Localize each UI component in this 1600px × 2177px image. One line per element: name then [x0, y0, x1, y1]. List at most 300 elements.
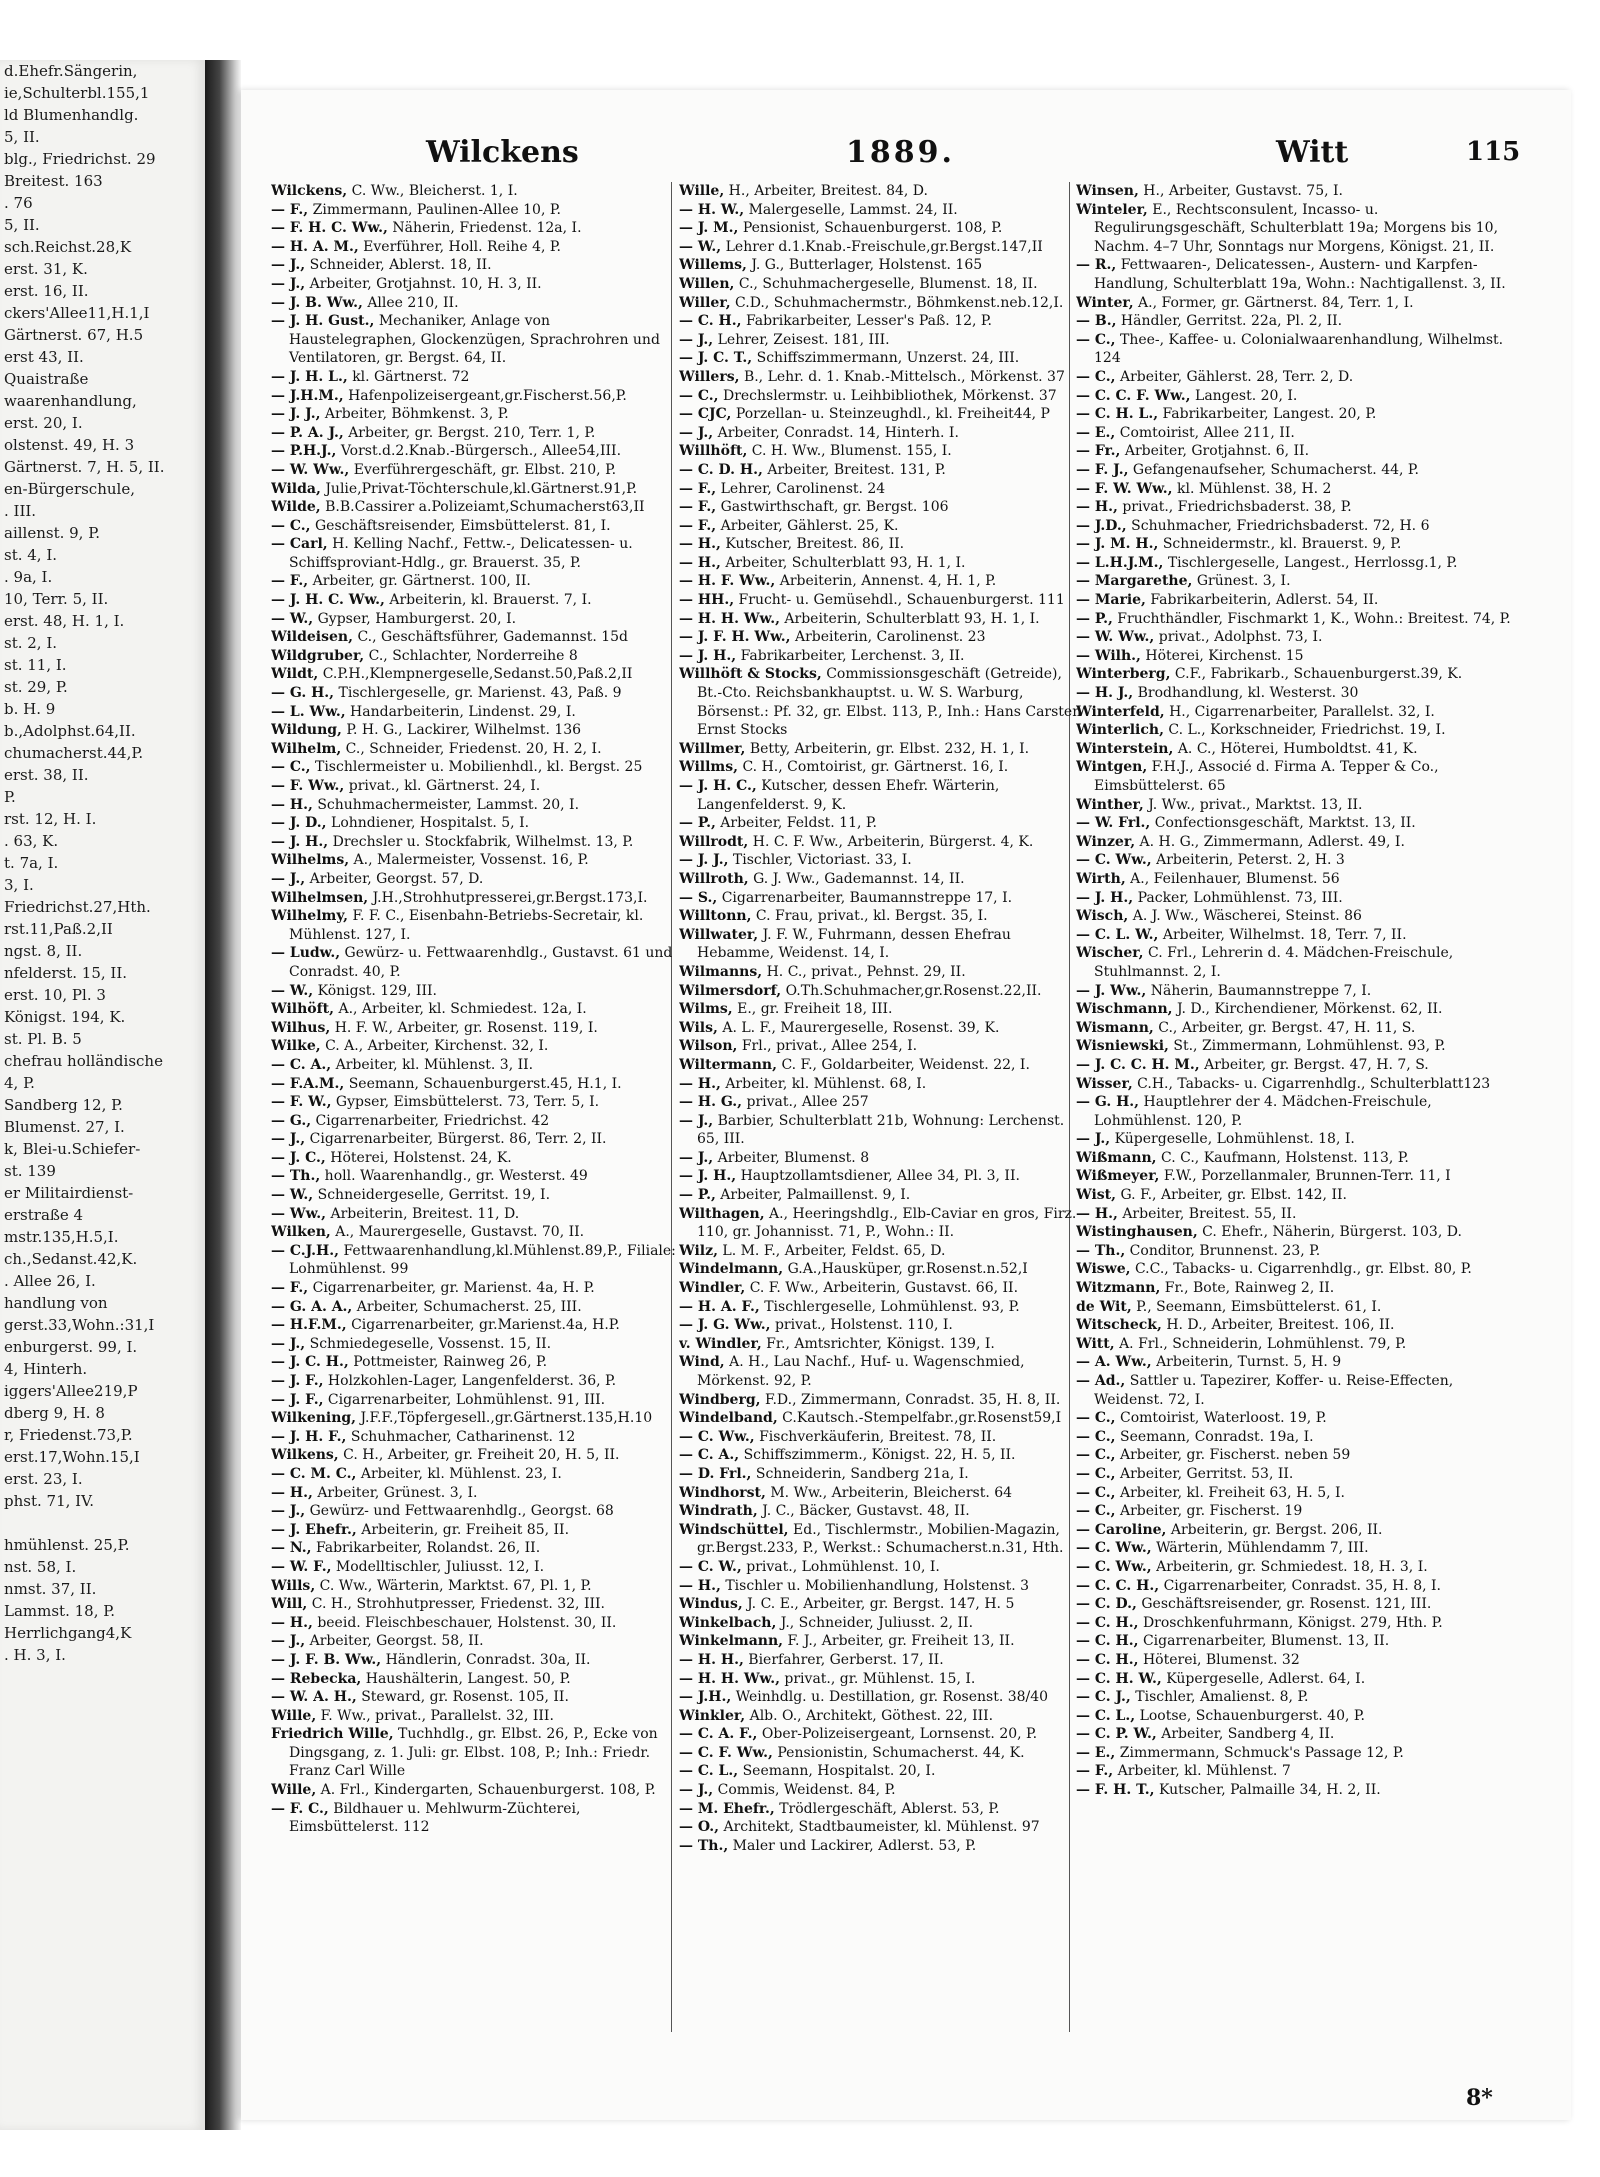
running-header — [266, 135, 1556, 175]
entry-name: — H., — [679, 554, 721, 571]
entry-details: Barbier, Schulterblatt 21b, Wohnung: Lerchenst. 65, III. — [697, 1112, 1065, 1148]
entry-name: — J. H., — [679, 1168, 737, 1185]
directory-entry — [271, 1279, 676, 1298]
entry-name: — H. W., — [679, 201, 745, 218]
entry-details: Hauptlehrer der 4. Mädchen-Freischule, Lohmühlenst. 120, P. — [1094, 1094, 1432, 1129]
entry-details: Fabrikarbeiter, Lerchenst. 3, II. — [740, 647, 965, 664]
directory-entry — [679, 777, 1084, 814]
entry-details: Conditor, Brunnenst. 23, P. — [1129, 1242, 1321, 1259]
entry-details: Fettwaarenhandlung,kl.Mühlenst.89,P., Filiale: Lohmühlenst. 99 — [289, 1242, 676, 1278]
entry-name: — J. H., — [679, 647, 737, 664]
entry-details: H. F. W., Arbeiter, gr. Rosenst. 119, I. — [334, 1019, 598, 1036]
directory-entry — [271, 889, 676, 908]
directory-entry — [1076, 610, 1521, 629]
entry-name: — H., — [271, 1614, 313, 1631]
previous-page-line: Lammst. 18, P. — [4, 1602, 116, 1620]
directory-entry — [271, 1502, 676, 1521]
page-number: 115 — [1466, 137, 1521, 167]
entry-details: Cigarrenarbeiter, gr. Marienst. 4a, H. P. — [312, 1280, 595, 1297]
previous-page-line: erst. 31, K. — [4, 260, 88, 278]
previous-page-line: r, Friedenst.73,P. — [4, 1426, 133, 1444]
previous-page-line: Breitest. 163 — [4, 172, 103, 190]
entry-details: Tischlergeselle, Langest., Herrlossg.1, P. — [1167, 554, 1458, 571]
directory-entry — [271, 684, 676, 703]
entry-name: Willems, — [679, 257, 747, 274]
entry-name: — C. M. C., — [271, 1465, 357, 1482]
entry-details: Arbeiterin, gr. Schmiedest. 18, H. 3, I. — [1156, 1558, 1428, 1575]
entry-details: Droschkenfuhrmann, Königst. 279, Hth. P. — [1142, 1614, 1443, 1631]
previous-page-line: ckers'Allee11,H.1,I — [4, 304, 150, 322]
entry-details: privat., gr. Mühlenst. 15, I. — [784, 1670, 976, 1687]
entry-name: — W. Ww., — [271, 461, 350, 478]
directory-entry — [679, 1260, 1084, 1279]
directory-entry — [679, 851, 1084, 870]
directory-entry — [271, 1558, 676, 1577]
previous-page-line — [0, 1512, 205, 1534]
entry-name: — HH., — [679, 592, 735, 609]
entry-details: Fr., Amtsrichter, Königst. 139, I. — [766, 1335, 995, 1352]
entry-name: — C., — [1076, 1447, 1116, 1464]
directory-entry — [1076, 1279, 1521, 1298]
directory-entry — [271, 1093, 676, 1112]
directory-entry — [1076, 1242, 1521, 1261]
directory-entry — [679, 1688, 1084, 1707]
entry-name: — H. A. F., — [679, 1298, 760, 1315]
previous-page-line: Sandberg 12, P. — [4, 1096, 123, 1114]
directory-entry — [271, 219, 676, 238]
entry-name: Wischmann, — [1076, 1001, 1173, 1018]
directory-entry — [679, 517, 1084, 536]
directory-entry — [271, 572, 676, 591]
directory-entry — [679, 889, 1084, 908]
directory-entry — [271, 1353, 676, 1372]
entry-details: Tischler, Amalienst. 8, P. — [1135, 1689, 1309, 1706]
directory-entry — [271, 480, 676, 499]
directory-entry — [1076, 294, 1521, 313]
entry-details: Mechaniker, Anlage von Haustelegraphen, Glockenzügen, Sprachrohren und Ventilatoren, gr. Bergst. 64, II. — [289, 313, 660, 367]
directory-entry — [271, 758, 676, 777]
previous-page-line: blg., Friedrichst. 29 — [4, 150, 156, 168]
previous-page-line: st. 11, I. — [4, 656, 67, 674]
entry-details: H. C., privat., Pehnst. 29, II. — [766, 963, 966, 980]
entry-name: — Wilh., — [1076, 647, 1141, 664]
entry-details: Königst. 129, III. — [317, 982, 437, 999]
entry-name: Windler, — [679, 1280, 746, 1297]
entry-name: — C. H., — [1076, 1614, 1139, 1631]
previous-page-line: en-Bürgerschule, — [4, 480, 135, 498]
previous-page-line: aillenst. 9, P. — [4, 524, 101, 542]
directory-entry — [271, 610, 676, 629]
entry-details: Arbeiter, Grotjahnst. 10, H. 3, II. — [309, 275, 542, 292]
entry-name: — C. Ww., — [1076, 852, 1152, 869]
previous-page-line: nfelderst. 15, II. — [4, 964, 128, 982]
entry-name: — H. J., — [1076, 685, 1134, 702]
directory-entry — [271, 1465, 676, 1484]
entry-name: de Wit, — [1076, 1298, 1132, 1315]
directory-entry — [1076, 1725, 1521, 1744]
directory-entry — [1076, 1335, 1521, 1354]
directory-entry — [1076, 647, 1521, 666]
entry-details: A. H., Lau Nachf., Huf- u. Wagenschmied, Mörkenst. 92, P. — [697, 1354, 1025, 1389]
entry-name: Wißmann, — [1076, 1149, 1157, 1166]
directory-entry — [271, 424, 676, 443]
entry-details: Weinhdlg. u. Destillation, gr. Rosenst. 38/40 — [735, 1689, 1049, 1706]
directory-entry — [1076, 182, 1521, 201]
directory-entry — [679, 814, 1084, 833]
entry-details: A. Frl., Schneiderin, Lohmühlenst. 79, P. — [1119, 1335, 1407, 1352]
entry-details: Fabrikarbeiterin, Adlerst. 54, II. — [1150, 592, 1379, 609]
directory-entry — [271, 1632, 676, 1651]
entry-details: Arbeiter, kl. Mühlenst. 3, II. — [335, 1056, 534, 1073]
entry-details: Brodhandlung, kl. Westerst. 30 — [1137, 685, 1359, 702]
directory-entry — [271, 1521, 676, 1540]
entry-name: — C., — [271, 517, 311, 534]
directory-entry — [679, 1781, 1084, 1800]
previous-page-line: rst. 12, H. I. — [4, 810, 97, 828]
directory-entry — [679, 1279, 1084, 1298]
directory-entry — [679, 758, 1084, 777]
entry-details: privat., Lohmühlenst. 10, I. — [746, 1558, 940, 1575]
directory-entry — [1076, 1651, 1521, 1670]
directory-entry — [679, 1075, 1084, 1094]
entry-name: — CJC, — [679, 406, 732, 423]
entry-name: — F. C., — [271, 1800, 329, 1817]
directory-entry — [679, 572, 1084, 591]
entry-name: — F. J., — [1076, 461, 1129, 478]
previous-page-line: erst. 10, Pl. 3 — [4, 986, 106, 1004]
entry-details: Hafenpolizeisergeant,gr.Fischerst.56,P. — [348, 387, 627, 404]
entry-details: C.D., Schuhmachermstr., Böhmkenst.neb.12,I. — [735, 294, 1064, 311]
entry-name: — L. Ww., — [271, 703, 346, 720]
entry-name: — W., — [271, 982, 314, 999]
entry-details: Seemann, Hospitalst. 20, I. — [742, 1763, 936, 1780]
directory-entry — [271, 1725, 676, 1781]
directory-entry — [679, 665, 1084, 739]
directory-entry — [1076, 1353, 1521, 1372]
directory-page — [241, 90, 1571, 2120]
directory-entry — [1076, 424, 1521, 443]
entry-details: Fr., Bote, Rainweg 2, II. — [1164, 1280, 1335, 1297]
entry-name: — F., — [679, 480, 717, 497]
entry-name: — H.F.M., — [271, 1317, 347, 1334]
entry-details: Zimmermann, Schmuck's Passage 12, P. — [1119, 1744, 1404, 1761]
entry-name: — F. W., — [271, 1094, 332, 1111]
directory-entry — [679, 1502, 1084, 1521]
entry-details: H. C. F. Ww., Arbeiterin, Bürgerst. 4, K. — [752, 833, 1034, 850]
entry-name: Willmer, — [679, 740, 746, 757]
entry-name: — C., — [271, 759, 311, 776]
directory-entry — [679, 1744, 1084, 1763]
entry-name: — J. J., — [679, 852, 729, 869]
entry-details: F. J., Arbeiter, gr. Freiheit 13, II. — [787, 1633, 1015, 1650]
entry-name: — C. H., — [679, 313, 742, 330]
directory-entry — [679, 1019, 1084, 1038]
entry-name: Wilke, — [271, 1038, 321, 1055]
entry-name: — M. Ehefr., — [679, 1800, 775, 1817]
directory-entry — [271, 1112, 676, 1131]
directory-entry — [1076, 1056, 1521, 1075]
entry-details: P., Seemann, Eimsbüttelerst. 61, I. — [1136, 1298, 1382, 1315]
entry-details: Geschäftsreisender, Eimsbüttelerst. 81, I. — [314, 517, 611, 534]
previous-page-line: hmühlenst. 25,P. — [4, 1536, 130, 1554]
entry-name: — J., — [271, 1633, 306, 1650]
entry-name: — F., — [679, 517, 717, 534]
entry-name: Wisch, — [1076, 908, 1129, 925]
entry-details: Bierfahrer, Gerberst. 17, II. — [748, 1651, 944, 1668]
directory-entry — [679, 1409, 1084, 1428]
entry-details: Pottmeister, Rainweg 26, P. — [353, 1354, 548, 1371]
previous-page-line: P. — [4, 788, 16, 806]
entry-details: C., Geschäftsführer, Gademannst. 15d — [357, 629, 629, 646]
directory-entry — [271, 777, 676, 796]
entry-details: A., Heeringshdlg., Elb-Caviar en gros, Firz. 110, gr. Johannisst. 71, P., Wohn.: II. — [697, 1205, 1077, 1241]
entry-details: F.D., Zimmermann, Conradst. 35, H. 8, II. — [764, 1391, 1061, 1408]
entry-details: Arbeiter, Gerritst. 53, II. — [1119, 1465, 1294, 1482]
entry-details: kl. Gärtnerst. 72 — [352, 368, 470, 385]
entry-details: Arbeiter, kl. Freiheit 63, H. 5, I. — [1119, 1484, 1345, 1501]
directory-entry — [271, 982, 676, 1001]
entry-details: Alb. O., Architekt, Göthest. 22, III. — [749, 1707, 994, 1724]
entry-name: — J. F., — [271, 1373, 324, 1389]
previous-page-line: st. 29, P. — [4, 678, 68, 696]
directory-entry — [271, 1149, 676, 1168]
entry-name: Wilson, — [679, 1038, 738, 1055]
entry-details: C., Arbeiter, gr. Bergst. 47, H. 11, S. — [1158, 1019, 1416, 1036]
entry-name: — W. F., — [271, 1558, 332, 1575]
directory-entry — [679, 628, 1084, 647]
previous-page-line: chumacherst.44,P. — [4, 744, 144, 762]
entry-details: Arbeiter, Böhmkenst. 3, P. — [324, 406, 509, 423]
directory-entry — [679, 182, 1084, 201]
directory-entry — [271, 628, 676, 647]
entry-name: Willrodt, — [679, 833, 749, 850]
entry-details: Modelltischler, Juliusst. 12, I. — [335, 1558, 545, 1575]
entry-name: — C. L., — [1076, 1707, 1136, 1724]
directory-entry — [1076, 628, 1521, 647]
entry-details: F.W., Porzellanmaler, Brunnen-Terr. 11, I — [1163, 1168, 1451, 1185]
entry-details: Gypser, Eimsbüttelerst. 73, Terr. 5, I. — [335, 1094, 600, 1111]
directory-entry — [679, 1298, 1084, 1317]
previous-page-line: erst 43, II. — [4, 348, 84, 366]
entry-details: Arbeiter, gr. Bergst. 210, Terr. 1, P. — [348, 424, 596, 441]
left-running-head: Wilckens — [426, 135, 579, 170]
entry-name: Wilhelm, — [271, 740, 342, 757]
entry-details: Kutscher, Palmaille 34, H. 2, II. — [1158, 1782, 1381, 1799]
entry-name: — P., — [679, 815, 716, 832]
entry-details: A., Maurergeselle, Gustavst. 70, II. — [335, 1224, 585, 1241]
directory-entry — [1076, 833, 1521, 852]
directory-entry — [271, 1037, 676, 1056]
entry-name: — C. H., — [1076, 1633, 1139, 1650]
directory-entry — [271, 1223, 676, 1242]
previous-page-line: k, Blei-u.Schiefer- — [4, 1140, 141, 1158]
entry-name: Wilms, — [679, 1001, 733, 1018]
entry-details: Confectionsgeschäft, Marktst. 13, II. — [1154, 815, 1416, 832]
previous-page-edge — [0, 60, 206, 2130]
directory-entry — [1076, 572, 1521, 591]
directory-entry — [271, 907, 676, 944]
entry-name: — G., — [271, 1112, 312, 1129]
entry-name: — F., — [271, 201, 309, 218]
entry-name: Wils, — [679, 1019, 718, 1036]
entry-name: Willen, — [679, 275, 735, 292]
entry-details: Arbeiter, Breitest. 55, II. — [1122, 1205, 1297, 1222]
directory-entry — [1076, 442, 1521, 461]
entry-details: G. F., Arbeiter, gr. Elbst. 142, II. — [1120, 1187, 1347, 1204]
entry-name: Windelband, — [679, 1410, 778, 1427]
entry-details: Tischler u. Mobilienhandlung, Holstenst. 3 — [725, 1577, 1030, 1594]
entry-details: Näherin, Friedenst. 12a, I. — [392, 220, 582, 237]
entry-details: Everführer, Holl. Reihe 4, P. — [363, 238, 561, 255]
previous-page-line: Gärtnerst. 67, H.5 — [4, 326, 144, 344]
previous-page-line: st. 2, I. — [4, 634, 58, 652]
entry-details: Steward, gr. Rosenst. 105, II. — [361, 1689, 569, 1706]
entry-details: privat., Holstenst. 110, I. — [774, 1317, 953, 1334]
entry-name: Wilken, — [271, 1224, 331, 1241]
directory-entry — [1076, 1688, 1521, 1707]
entry-name: Wilda, — [271, 480, 321, 497]
previous-page-line: olstenst. 49, H. 3 — [4, 436, 135, 454]
entry-details: J. C. E., Arbeiter, gr. Bergst. 147, H. 5 — [747, 1596, 1015, 1613]
directory-entry — [1076, 405, 1521, 424]
entry-name: — W. Ww., — [1076, 629, 1155, 646]
entry-details: A., Malermeister, Vossenst. 16, P. — [353, 852, 589, 869]
entry-name: — J. H. C. Ww., — [271, 592, 385, 609]
entry-name: Wilthagen, — [679, 1205, 765, 1222]
entry-details: J. F. W., Fuhrmann, dessen Ehefrau Hebamme, Weidenst. 14, I. — [697, 926, 1011, 962]
entry-name: Wisniewski, — [1076, 1038, 1169, 1055]
directory-entry — [271, 1019, 676, 1038]
entry-name: — C., — [1076, 1410, 1116, 1427]
entry-details: C.Kautsch.-Stempelfabr.,gr.Rosenst59,I — [782, 1410, 1062, 1427]
entry-details: H. Kelling Nachf., Fettw.-, Delicatessen- u. Schiffsproviant-Hdlg., gr. Brauerst. 35, P. — [289, 536, 633, 571]
directory-entry — [1076, 982, 1521, 1001]
entry-details: Arbeiter, Conradst. 14, Hinterh. I. — [717, 424, 959, 441]
entry-name: — J., — [271, 1503, 306, 1520]
entry-details: Arbeiter, Schulterblatt 93, H. 1, I. — [725, 554, 966, 571]
entry-name: — J. H. Gust., — [271, 313, 375, 330]
entry-name: — Ludw., — [271, 945, 341, 962]
entry-name: — J. H. C., — [679, 778, 757, 794]
entry-name: Wirth, — [1076, 870, 1126, 887]
entry-details: Tischler, Victoriast. 33, I. — [732, 852, 912, 869]
directory-entry — [1076, 1316, 1521, 1335]
directory-entry — [1076, 814, 1521, 833]
entry-name: — J., — [271, 1131, 306, 1148]
entry-name: — H. A. M., — [271, 238, 359, 255]
directory-entry — [1076, 721, 1521, 740]
entry-name: — H., — [1076, 1205, 1118, 1222]
directory-entry — [679, 982, 1084, 1001]
directory-entry — [679, 1595, 1084, 1614]
directory-entry — [271, 1409, 676, 1428]
entry-details: St., Zimmermann, Lohmühlenst. 93, P. — [1173, 1038, 1446, 1055]
entry-details: C. F., Goldarbeiter, Weidenst. 22, I. — [781, 1056, 1030, 1073]
previous-page-line: erst. 20, I. — [4, 414, 83, 432]
entry-details: A., Former, gr. Gärtnerst. 84, Terr. 1, I. — [1138, 294, 1414, 311]
entry-name: Wilhöft, — [271, 1001, 334, 1018]
entry-details: J. G., Butterlager, Holstenst. 165 — [751, 257, 983, 274]
entry-name: — Th., — [679, 1837, 729, 1854]
right-running-head: Witt — [1276, 135, 1349, 170]
entry-name: Wildgruber, — [271, 647, 365, 664]
entry-details: Arbeiter, kl. Mühlenst. 7 — [1117, 1763, 1291, 1780]
directory-entry — [271, 535, 676, 572]
entry-details: Seemann, Conradst. 19a, I. — [1119, 1428, 1314, 1445]
directory-entry — [271, 703, 676, 722]
directory-entry — [271, 1446, 676, 1465]
entry-details: Kutscher, Breitest. 86, II. — [725, 536, 905, 553]
previous-page-line: Quaistraße — [4, 370, 89, 388]
directory-entry — [1076, 1614, 1521, 1633]
directory-entry — [679, 833, 1084, 852]
entry-name: Wilhelmsen, — [271, 889, 369, 906]
entry-details: C. H., Strohhutpresser, Friedenst. 32, III. — [311, 1596, 605, 1613]
entry-details: C. A., Arbeiter, Kirchenst. 32, I. — [325, 1038, 549, 1055]
directory-entry — [1076, 1595, 1521, 1614]
entry-name: — E., — [1076, 1744, 1116, 1761]
entry-details: Malergeselle, Lammst. 24, II. — [748, 201, 958, 218]
entry-name: — W. A. H., — [271, 1689, 357, 1706]
entry-details: Trödlergeschäft, Ablerst. 53, P. — [779, 1800, 1000, 1817]
directory-entry — [679, 498, 1084, 517]
entry-name: — R., — [1076, 257, 1117, 274]
entry-name: Windelmann, — [679, 1261, 784, 1278]
entry-details: Arbeiter, gr. Fischerst. neben 59 — [1119, 1447, 1351, 1464]
directory-entry — [679, 1707, 1084, 1726]
entry-name: — C. Ww., — [1076, 1540, 1152, 1557]
entry-name: — C., — [1076, 1503, 1116, 1520]
entry-details: Arbeiterin, Turnst. 5, H. 9 — [1156, 1354, 1342, 1371]
directory-entry — [679, 1762, 1084, 1781]
directory-entry — [679, 480, 1084, 499]
directory-entry — [679, 368, 1084, 387]
entry-name: Witt, — [1076, 1335, 1115, 1352]
entry-name: — F., — [1076, 1763, 1114, 1780]
directory-entry — [1076, 1446, 1521, 1465]
previous-page-line: nst. 58, I. — [4, 1558, 77, 1576]
directory-entry — [1076, 480, 1521, 499]
directory-entry — [679, 1093, 1084, 1112]
entry-name: Winther, — [1076, 796, 1144, 813]
directory-entry — [1076, 368, 1521, 387]
directory-entry — [271, 1335, 676, 1354]
directory-entry — [679, 1316, 1084, 1335]
directory-entry — [1076, 331, 1521, 368]
entry-name: — Caroline, — [1076, 1521, 1167, 1538]
entry-details: Schuhmachermeister, Lammst. 20, I. — [317, 796, 580, 813]
directory-entry — [271, 1781, 676, 1800]
previous-page-line: . Allee 26, I. — [4, 1272, 96, 1290]
entry-name: — J.D., — [1076, 517, 1127, 534]
entry-name: Wille, — [271, 1707, 317, 1724]
directory-entry — [1076, 1521, 1521, 1540]
entry-details: Arbeiter, gr. Bergst. 47, H. 7, S. — [1204, 1056, 1429, 1073]
entry-name: — J., — [679, 424, 714, 441]
previous-page-line: ngst. 8, II. — [4, 942, 83, 960]
directory-entry — [679, 963, 1084, 982]
directory-column-1 — [271, 182, 676, 2042]
entry-details: G. J. Ww., Gademannst. 14, II. — [753, 870, 965, 887]
entry-details: Fruchthändler, Fischmarkt 1, K., Wohn.: Breitest. 74, P. — [1117, 610, 1511, 627]
directory-entry — [271, 1056, 676, 1075]
previous-page-line: Herrlichgang4,K — [4, 1624, 132, 1642]
entry-details: Arbeiter, gr. Fischerst. 19 — [1119, 1503, 1303, 1520]
entry-details: A. J. Ww., Wäscherei, Steinst. 86 — [1132, 908, 1362, 925]
directory-entry — [1076, 796, 1521, 815]
directory-entry — [1076, 1205, 1521, 1224]
entry-name: — C. D. H., — [679, 461, 763, 478]
